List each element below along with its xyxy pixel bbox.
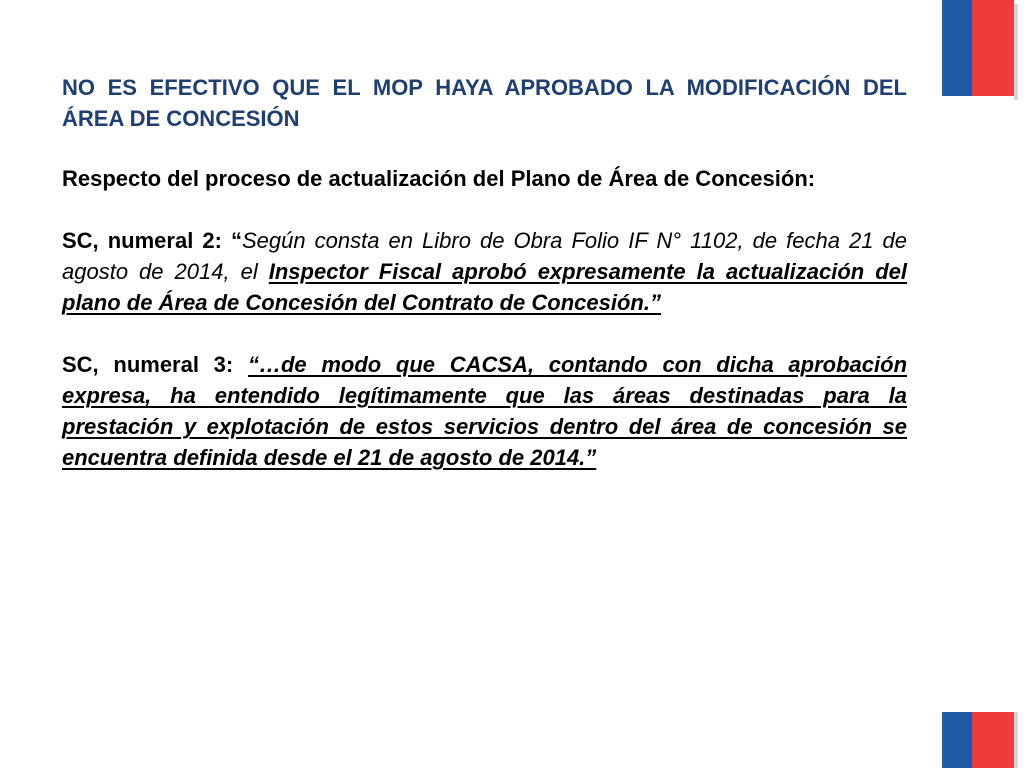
flag-decoration-top — [942, 0, 1014, 96]
numeral-3-quote-underlined: “…de modo que CACSA, contando con dicha aprobación expresa, ha entendido legítimamente que las áreas destinadas para la prestación y explotación de estos servicios dentro del área de concesión se encuentra definida desde el 21 de agosto de 2014.” — [62, 352, 908, 470]
numeral-2-quote-text: Según consta en Libro de Obra Folio IF N° 1102, de fecha 21 de agosto de 2014, el — [62, 228, 907, 284]
slide-heading: NO ES EFECTIVO QUE EL MOP HAYA APROBADO LA MODIFICACIÓN DEL ÁREA DE CONCESIÓN — [62, 75, 907, 131]
paragraph-intro: Respecto del proceso de actualización del Plano de Área de Concesión: — [62, 166, 816, 191]
numeral-2-open-quote: “ — [230, 228, 242, 253]
flag-red-band — [972, 0, 1014, 96]
flag-blue-band — [942, 0, 972, 96]
flag-decoration-bottom — [942, 712, 1014, 768]
paragraph-numeral-2 — [62, 225, 907, 318]
numeral-2-label: SC, numeral 2: — [62, 228, 231, 253]
numeral-2-quote-underlined: Inspector Fiscal aprobó expresamente la actualización del plano de Área de Concesión del Contrato de Concesión.” — [62, 259, 907, 315]
numeral-3-label: SC, numeral 3: — [62, 352, 248, 377]
flag-red-band — [972, 712, 1014, 768]
flag-blue-band — [942, 712, 972, 768]
slide-content — [62, 72, 907, 504]
paragraph-numeral-3 — [62, 349, 907, 473]
